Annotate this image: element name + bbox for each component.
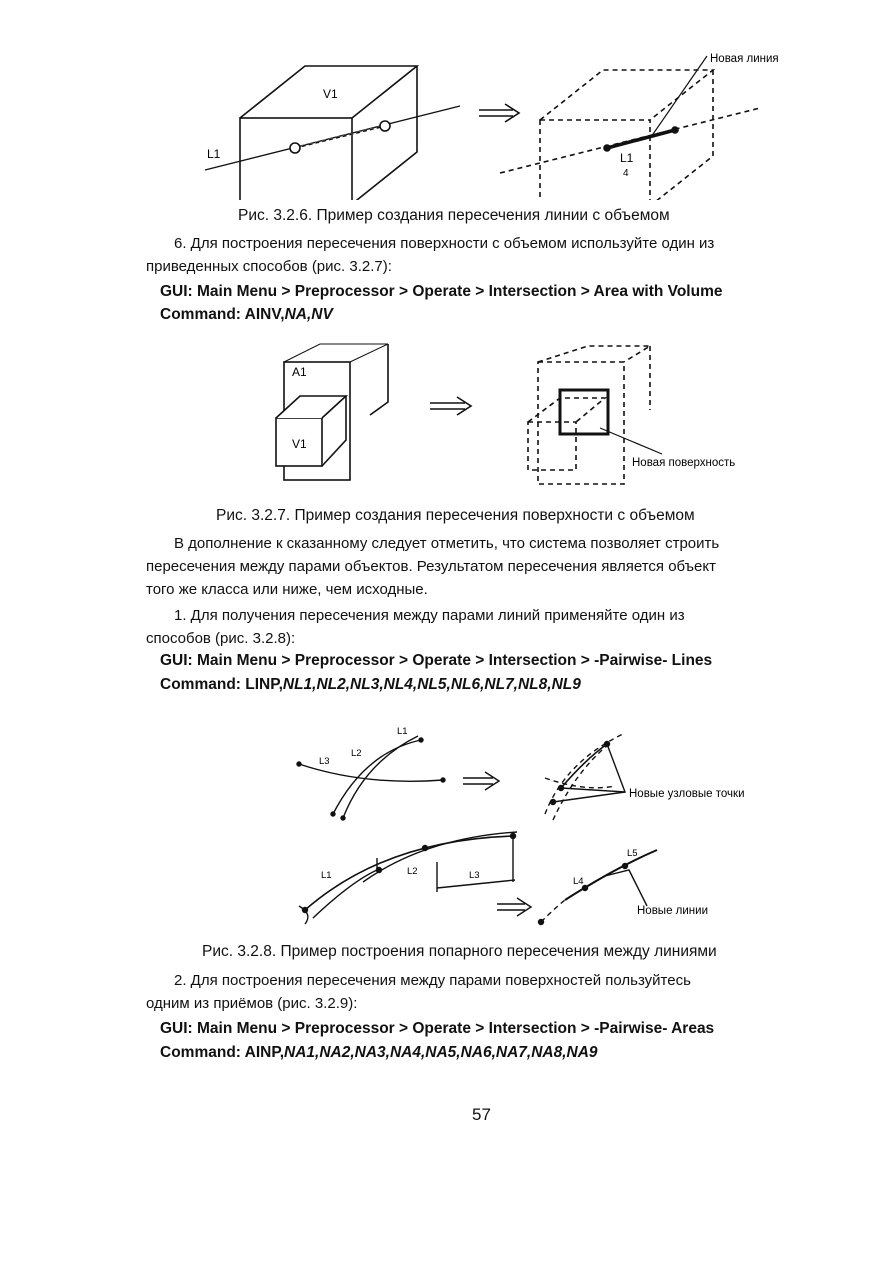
- figure-3-2-7: [270, 340, 790, 500]
- item6-line2: приведенных способов (рис. 3.2.7):: [146, 258, 392, 275]
- label-b-l3: L3: [469, 870, 480, 881]
- label-l1: L1: [397, 726, 408, 737]
- caption-3-2-6: Рис. 3.2.6. Пример создания пересечения линии с объемом: [238, 207, 670, 224]
- item1-command: Command: LINP,NL1,NL2,NL3,NL4,NL5,NL6,NL7,NL8,NL9: [160, 676, 581, 693]
- item2-gui: GUI: Main Menu > Preprocessor > Operate > Intersection > -Pairwise- Areas: [160, 1020, 715, 1037]
- label-v1: V1: [292, 437, 307, 451]
- label-l1-right: L1: [620, 151, 634, 165]
- label-b-l2: L2: [407, 866, 418, 877]
- label-new-surface: Новая поверхность: [632, 457, 736, 469]
- item2-line2: одним из приёмов (рис. 3.2.9):: [146, 995, 358, 1012]
- item6-command: Command: AINV,NA,NV: [160, 306, 333, 323]
- page-number: 57: [472, 1105, 491, 1124]
- para-add-line3: того же класса или ниже, чем исходные.: [146, 581, 428, 598]
- label-4: 4: [623, 168, 629, 179]
- item6-line1: 6. Для построения пересечения поверхности с объемом используйте один из: [174, 235, 715, 252]
- caption-3-2-7: Рис. 3.2.7. Пример создания пересечения поверхности с объемом: [216, 507, 695, 524]
- label-new-lines: Новые линии: [637, 905, 708, 917]
- figure-3-2-8: [285, 712, 785, 940]
- para-add-line2: пересечения между парами объектов. Результатом пересечения является объект: [146, 558, 716, 575]
- item1-line1: 1. Для получения пересечения между парами линий применяйте один из: [174, 607, 685, 624]
- label-l3: L3: [319, 756, 330, 767]
- label-l2: L2: [351, 748, 362, 759]
- item2-line1: 2. Для построения пересечения между парами поверхностей пользуйтесь: [174, 972, 691, 989]
- box-front-face: [240, 118, 352, 200]
- figure-3-2-6: [195, 40, 795, 200]
- label-new-nodes: Новые узловые точки: [629, 788, 745, 800]
- caption-3-2-8: Рис. 3.2.8. Пример построения попарного пересечения между линиями: [202, 943, 717, 960]
- item6-gui: GUI: Main Menu > Preprocessor > Operate > Intersection > Area with Volume: [160, 283, 723, 300]
- label-a1: A1: [292, 365, 307, 379]
- label-l5: L5: [627, 848, 638, 859]
- label-v1: V1: [323, 87, 338, 101]
- label-l4: L4: [573, 876, 584, 887]
- label-l1-left: L1: [207, 147, 221, 161]
- label-b-l1: L1: [321, 870, 332, 881]
- item1-line2: способов (рис. 3.2.8):: [146, 630, 296, 647]
- item2-command: Command: AINP,NA1,NA2,NA3,NA4,NA5,NA6,NA7,NA8,NA9: [160, 1044, 598, 1061]
- para-add-line1: В дополнение к сказанному следует отметить, что система позволяет строить: [174, 535, 720, 552]
- label-new-line: Новая линия: [710, 53, 779, 65]
- item1-gui: GUI: Main Menu > Preprocessor > Operate > Intersection > -Pairwise- Lines: [160, 652, 713, 669]
